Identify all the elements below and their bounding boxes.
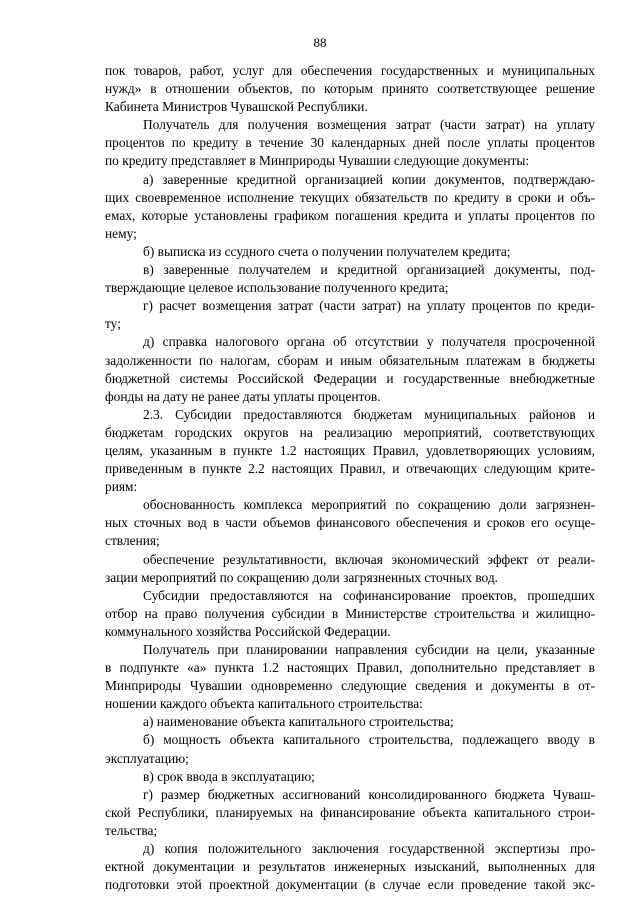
text-line: ношении каждого объекта капитального строительства: xyxy=(105,696,423,712)
text-line: б) мощность объекта капитального строительства, подлежащего вводу в xyxy=(143,732,595,748)
text-line: подготовки этой проектной документации (в случае если проведение такой экс- xyxy=(105,877,595,893)
text-line: 2.3. Субсидии предоставляются бюджетам муниципальных районов и xyxy=(143,406,595,422)
text-line: коммунального хозяйства Российской Федерации. xyxy=(105,623,391,639)
text-line: ектной документации и результатов инженерных изысканий, выполненных для xyxy=(105,859,595,875)
text-line: Субсидии предоставляются на софинансирование проектов, прошедших xyxy=(143,587,595,603)
text-line: риям: xyxy=(105,479,138,495)
text-line: емах, которые установлены графиком погашения кредита и уплаты процентов по xyxy=(105,207,595,223)
text-line: Кабинета Министров Чувашской Республики. xyxy=(105,99,368,115)
text-line: ту; xyxy=(105,316,121,332)
text-line: фонды на дату не ранее даты уплаты процентов. xyxy=(105,388,381,404)
text-line: бюджетной системы Российской Федерации и государственные внебюджетные xyxy=(105,370,595,386)
text-line: б) выписка из ссудного счета о получении получателем кредита; xyxy=(143,243,511,259)
text-line: г) размер бюджетных ассигнований консолидированного бюджета Чуваш- xyxy=(143,786,595,802)
text-line: отбор на право получения субсидии в Министерстве строительства и жилищно- xyxy=(105,605,595,621)
text-line: Получатель для получения возмещения затрат (части затрат) на уплату xyxy=(143,117,595,133)
text-line: г) расчет возмещения затрат (части затрат) на уплату процентов по креди- xyxy=(143,298,595,314)
text-line: обоснованность комплекса мероприятий по сокращению доли загрязнен- xyxy=(143,497,595,513)
text-line: приведенным в пункте 2.2 настоящих Правил, и отвечающих следующим крите- xyxy=(105,461,595,477)
text-line: эксплуатацию; xyxy=(105,750,189,766)
text-line: а) наименование объекта капитального строительства; xyxy=(143,714,454,730)
text-line: по кредиту представляет в Минприроды Чувашии следующие документы: xyxy=(105,153,530,169)
text-line: ской Республики, планируемых на финансирование объекта капитального строи- xyxy=(105,804,595,820)
text-line: зации мероприятий по сокращению доли загрязненных сточных вод. xyxy=(105,569,499,585)
text-line: тельства; xyxy=(105,822,158,838)
text-line: д) справка налогового органа об отсутствии у получателя просроченной xyxy=(143,334,595,350)
page-number: 88 xyxy=(313,35,327,50)
body-text xyxy=(105,62,595,894)
text-line: д) копия положительного заключения государственной экспертизы про- xyxy=(143,841,595,857)
text-line: нужд» в отношении объектов, по которым принято соответствующее решение xyxy=(105,81,595,97)
text-line: бюджетам городских округов на реализацию мероприятий, соответствующих xyxy=(105,424,595,440)
text-line: Минприроды Чувашии одновременно следующие сведения и документы в от- xyxy=(105,678,595,694)
text-line: целям, указанным в пункте 1.2 настоящих Правил, удовлетворяющих условиям, xyxy=(105,442,595,458)
text-line: процентов по кредиту в течение 30 календарных дней после уплаты процентов xyxy=(105,135,595,151)
text-line: в) заверенные получателем и кредитной организацией документы, под- xyxy=(143,262,595,278)
text-line: Получатель при планировании направления субсидии на цели, указанные xyxy=(143,642,595,657)
text-line: а) заверенные кредитной организацией копии документов, подтверждаю- xyxy=(143,171,595,187)
text-line: задолженности по налогам, сборам и иным обязательным платежам в бюджеты xyxy=(105,352,595,368)
text-line: пок товаров, работ, услуг для обеспечения государственных и муниципальных xyxy=(105,63,595,78)
text-line: щих своевременное исполнение текущих обязательств по кредиту в сроки и объ- xyxy=(105,189,595,205)
text-line: нему; xyxy=(105,225,137,241)
text-line: в подпункте «а» пункта 1.2 настоящих Правил, дополнительно представляет в xyxy=(105,660,595,676)
text-line: в) срок ввода в эксплуатацию; xyxy=(143,768,315,784)
text-line: тверждающие целевое использование полученного кредита; xyxy=(105,280,449,296)
text-line: обеспечение результативности, включая экономический эффект от реали- xyxy=(143,551,595,567)
text-line: ных сточных вод в части объемов финансового обеспечения и сроков его осуще- xyxy=(105,515,595,531)
text-line: ствления; xyxy=(105,533,160,549)
